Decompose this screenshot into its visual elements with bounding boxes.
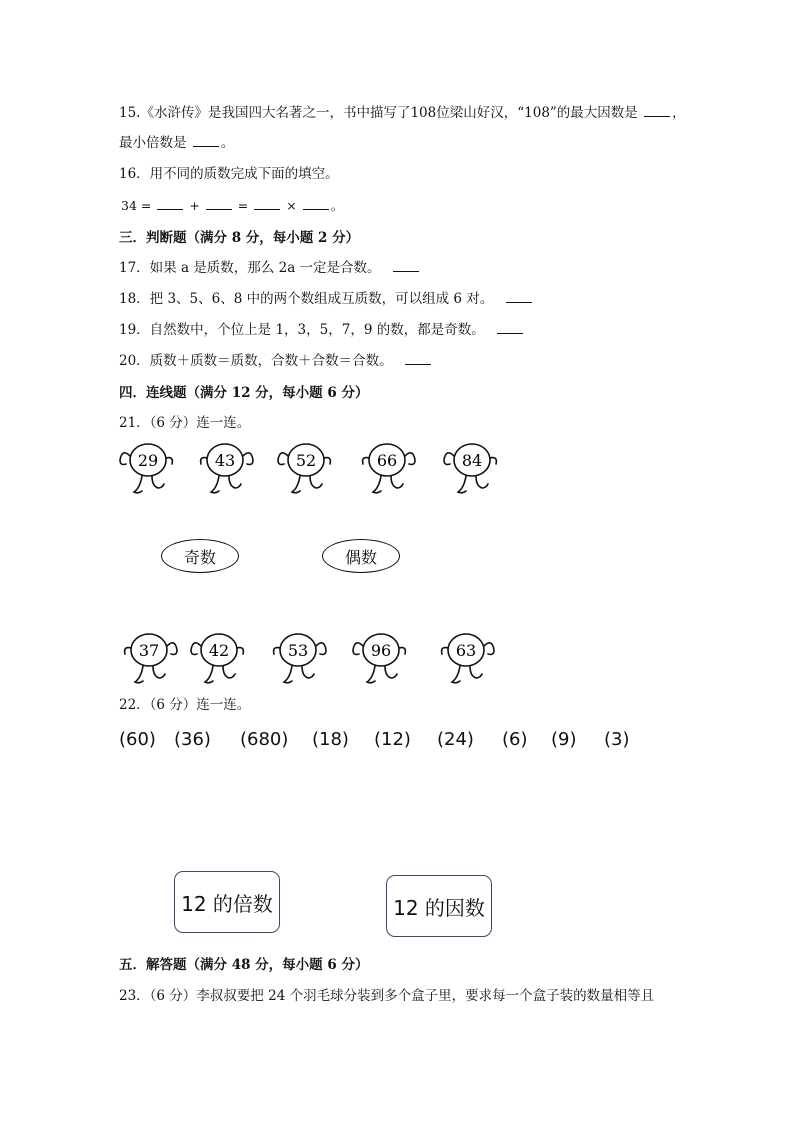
odd-number-label[interactable]: 奇数 bbox=[161, 539, 239, 573]
number-item[interactable]: (24) bbox=[437, 729, 474, 750]
punct: 。 bbox=[220, 135, 235, 151]
figure-limb bbox=[167, 643, 177, 655]
answer-blank[interactable] bbox=[506, 290, 532, 303]
number-item[interactable]: (6) bbox=[502, 729, 528, 750]
times-sign: × bbox=[286, 198, 297, 213]
figure-limb bbox=[310, 476, 322, 488]
figure-number: 29 bbox=[137, 451, 159, 470]
answer-blank[interactable] bbox=[497, 321, 523, 334]
figure-limb bbox=[458, 476, 466, 493]
figure-limb bbox=[223, 666, 235, 678]
figure-number: 52 bbox=[295, 451, 317, 470]
question-23: 23．（6 分）李叔叔要把 24 个羽毛球分装到多个盒子里，要求每一个盒子装的数量相等且 bbox=[119, 988, 655, 1004]
question-18 bbox=[119, 290, 534, 308]
figure-limb bbox=[237, 648, 243, 654]
section-5-heading: 五．解答题（满分 48 分，每小题 6 分） bbox=[119, 957, 369, 973]
equals-sign: = bbox=[237, 198, 249, 213]
answer-blank[interactable] bbox=[254, 197, 280, 210]
figure-limb bbox=[205, 666, 213, 683]
figure-limb bbox=[284, 666, 292, 683]
section-4-heading: 四．连线题（满分 12 分，每小题 6 分） bbox=[119, 385, 369, 401]
figure-limb bbox=[292, 476, 300, 493]
answer-blank[interactable] bbox=[206, 197, 232, 210]
question-16-equation bbox=[121, 197, 343, 215]
number-item[interactable]: (9) bbox=[551, 729, 577, 750]
figure-limb bbox=[229, 476, 241, 488]
figure-limb bbox=[367, 666, 375, 683]
figure-limb bbox=[243, 453, 253, 465]
question-15-line1 bbox=[119, 104, 686, 122]
question-21: 21．（6 分）连一连。 bbox=[119, 415, 251, 431]
figure-number: 42 bbox=[208, 641, 230, 660]
number-item[interactable]: (12) bbox=[374, 729, 411, 750]
section-3-heading: 三．判断题（满分 8 分，每小题 2 分） bbox=[119, 230, 360, 246]
number-character[interactable] bbox=[268, 630, 328, 696]
figure-limb bbox=[470, 666, 482, 678]
figure-limb bbox=[274, 648, 280, 654]
question-19 bbox=[119, 321, 525, 339]
figure-limb bbox=[444, 453, 454, 465]
figure-limb bbox=[399, 648, 405, 654]
number-character[interactable] bbox=[436, 630, 496, 696]
answer-blank[interactable] bbox=[644, 104, 670, 117]
number-character[interactable] bbox=[276, 440, 336, 506]
figure-limb bbox=[452, 666, 460, 683]
number-item[interactable]: (18) bbox=[312, 729, 349, 750]
eq-start: 34 = bbox=[121, 198, 152, 213]
figure-limb bbox=[125, 648, 131, 654]
multiples-of-12-box[interactable]: 12 的倍数 bbox=[174, 871, 280, 933]
even-number-label[interactable]: 偶数 bbox=[322, 539, 400, 573]
question-17 bbox=[119, 259, 421, 277]
figure-limb bbox=[484, 643, 494, 655]
answer-blank[interactable] bbox=[303, 197, 329, 210]
question-22: 22．（6 分）连一连。 bbox=[119, 697, 251, 713]
punct: ， bbox=[672, 105, 686, 121]
answer-blank[interactable] bbox=[193, 134, 219, 147]
number-item[interactable]: (36) bbox=[174, 729, 211, 750]
figure-number: 37 bbox=[138, 641, 160, 660]
figure-limb bbox=[120, 453, 130, 465]
question-19-text: 19．自然数中，个位上是 1，3，5，7，9 的数，都是奇数。 bbox=[119, 322, 485, 338]
answer-blank[interactable] bbox=[393, 259, 419, 272]
question-20-text: 20．质数＋质数＝质数，合数＋合数＝合数。 bbox=[119, 353, 393, 369]
question-15-line2 bbox=[119, 134, 234, 152]
figure-limb bbox=[316, 643, 326, 655]
figure-number: 66 bbox=[376, 451, 398, 470]
number-character[interactable] bbox=[189, 630, 249, 696]
figure-limb bbox=[373, 476, 381, 493]
number-character[interactable] bbox=[442, 440, 502, 506]
figure-number: 43 bbox=[214, 451, 236, 470]
number-character[interactable] bbox=[357, 440, 417, 506]
question-15-text-2: 最小倍数是 bbox=[119, 135, 187, 151]
figure-limb bbox=[153, 666, 165, 678]
question-17-text: 17．如果 a 是质数，那么 2a 一定是合数。 bbox=[119, 260, 381, 276]
number-item[interactable]: (3) bbox=[604, 729, 630, 750]
figure-number: 84 bbox=[461, 451, 483, 470]
punct: 。 bbox=[330, 198, 344, 213]
question-16: 16．用不同的质数完成下面的填空。 bbox=[119, 166, 339, 182]
figure-limb bbox=[353, 643, 363, 655]
figure-limb bbox=[476, 476, 488, 488]
figure-limb bbox=[324, 458, 330, 464]
question-15-text: 15.《水浒传》是我国四大名著之一，书中描写了108位梁山好汉，“108”的最大因数是 bbox=[119, 105, 638, 121]
figure-limb bbox=[134, 476, 142, 493]
number-character[interactable] bbox=[119, 630, 179, 696]
plus-sign: + bbox=[189, 198, 200, 213]
figure-limb bbox=[391, 476, 403, 488]
figure-limb bbox=[166, 458, 172, 464]
figure-limb bbox=[442, 648, 448, 654]
figure-limb bbox=[405, 453, 415, 465]
figure-limb bbox=[135, 666, 143, 683]
answer-blank[interactable] bbox=[405, 352, 431, 365]
answer-blank[interactable] bbox=[157, 197, 183, 210]
factors-of-12-box[interactable]: 12 的因数 bbox=[386, 875, 492, 937]
figure-limb bbox=[278, 453, 288, 465]
figure-limb bbox=[211, 476, 219, 493]
figure-number: 63 bbox=[455, 641, 477, 660]
figure-limb bbox=[191, 643, 201, 655]
number-item[interactable]: (60) bbox=[119, 729, 156, 750]
number-character[interactable] bbox=[118, 440, 178, 506]
figure-limb bbox=[490, 458, 496, 464]
figure-limb bbox=[302, 666, 314, 678]
figure-number: 53 bbox=[287, 641, 309, 660]
number-character[interactable] bbox=[351, 630, 411, 696]
question-20 bbox=[119, 352, 433, 370]
figure-number: 96 bbox=[370, 641, 392, 660]
figure-limb bbox=[385, 666, 397, 678]
figure-limb bbox=[363, 458, 369, 464]
number-item[interactable]: (680) bbox=[240, 729, 289, 750]
number-character[interactable] bbox=[195, 440, 255, 506]
question-18-text: 18．把 3、5、6、8 中的两个数组成互质数，可以组成 6 对。 bbox=[119, 291, 494, 307]
figure-limb bbox=[152, 476, 164, 488]
figure-limb bbox=[201, 458, 207, 464]
